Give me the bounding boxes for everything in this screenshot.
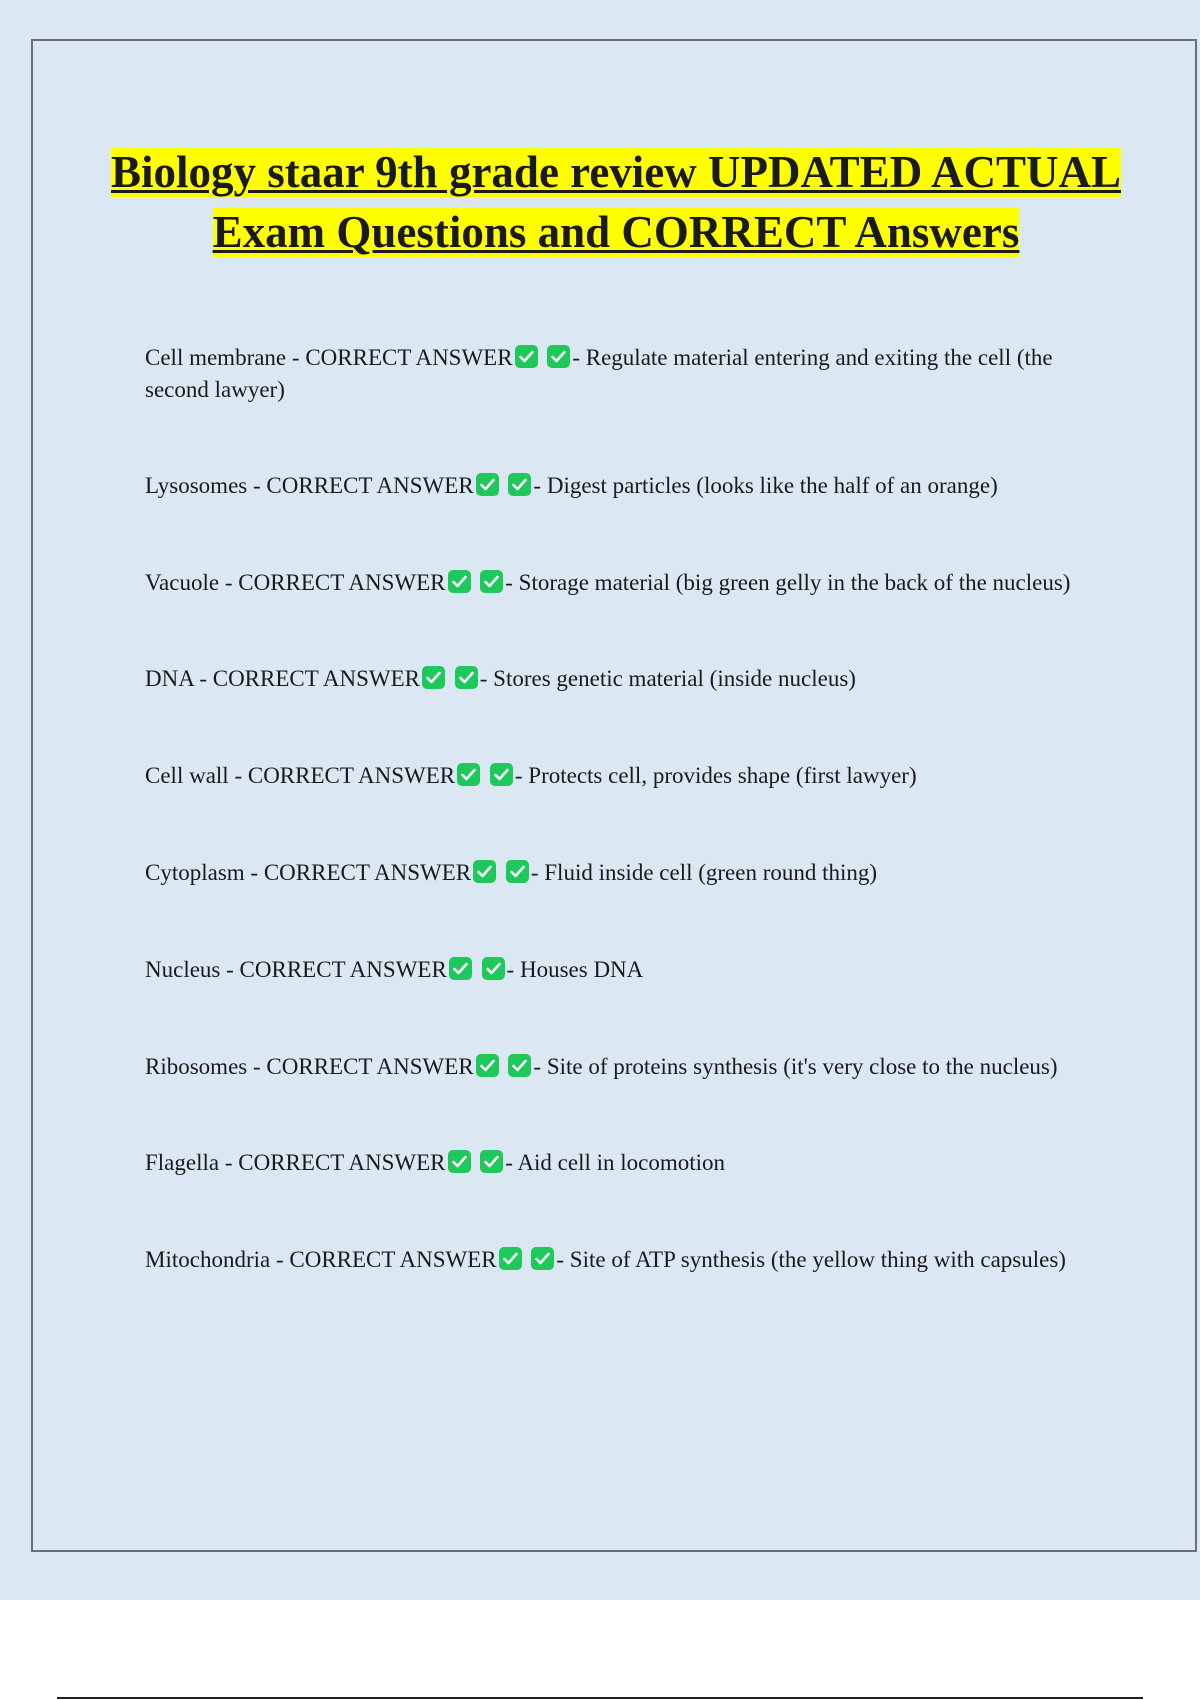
check-mark-icon [473,860,496,883]
check-mark-icon [480,1150,503,1173]
check-mark-icon [448,1150,471,1173]
qa-item-2: Lysosomes - CORRECT ANSWER - Digest particles (looks like the half of an orange) [145,473,998,498]
qa-answer: Site of ATP synthesis (the yellow thing with capsules) [569,1247,1066,1272]
qa-answer-marker: CORRECT ANSWER [266,473,474,498]
qa-answer-marker: CORRECT ANSWER [212,666,420,691]
check-mark-icon [515,345,538,368]
document-title [110,142,1122,262]
check-mark-icon [531,1247,554,1270]
qa-answer-marker: CORRECT ANSWER [266,1054,474,1079]
qa-term: Lysosomes [145,473,248,498]
qa-answer: Site of proteins synthesis (it's very close to the nucleus) [546,1054,1058,1079]
check-mark-icon [448,570,471,593]
footer-rule [57,1697,1143,1699]
qa-term: Cell wall [145,763,229,788]
qa-item-4: DNA - CORRECT ANSWER - Stores genetic material (inside nucleus) [145,666,856,691]
check-mark-icon [457,763,480,786]
qa-answer: Regulate material entering and exiting the cell (the second lawyer) [145,345,1053,402]
check-mark-icon [547,345,570,368]
qa-term: Cell membrane [145,345,287,370]
qa-term: Ribosomes [145,1054,248,1079]
qa-term: DNA [145,666,194,691]
check-mark-icon [508,473,531,496]
qa-answer-marker: CORRECT ANSWER [305,345,513,370]
check-mark-icon [490,763,513,786]
qa-list [145,342,1085,1340]
qa-term: Flagella [145,1150,220,1175]
qa-answer-marker: CORRECT ANSWER [238,1150,446,1175]
qa-answer: Stores genetic material (inside nucleus) [493,666,856,691]
qa-item-1: Cell membrane - CORRECT ANSWER - Regulate material entering and exiting the cell (the second lawyer) [145,345,1053,402]
qa-item-6: Cytoplasm - CORRECT ANSWER - Fluid inside cell (green round thing) [145,860,878,885]
check-mark-icon [449,957,472,980]
title-highlight: Biology staar 9th grade review UPDATED ACTUAL Exam Questions and CORRECT Answers [111,147,1121,257]
qa-answer-marker: CORRECT ANSWER [289,1247,497,1272]
check-mark-icon [476,1054,499,1077]
check-mark-icon [499,1247,522,1270]
check-mark-icon [508,1054,531,1077]
qa-answer-marker: CORRECT ANSWER [238,570,446,595]
qa-answer-marker: CORRECT ANSWER [239,957,447,982]
qa-answer: Houses DNA [519,957,644,982]
qa-answer: Digest particles (looks like the half of an orange) [546,473,998,498]
check-mark-icon [506,860,529,883]
check-mark-icon [422,666,445,689]
qa-term: Cytoplasm [145,860,245,885]
qa-term: Mitochondria [145,1247,271,1272]
qa-answer: Aid cell in locomotion [517,1150,726,1175]
qa-answer-marker: CORRECT ANSWER [247,763,456,788]
qa-term: Nucleus [145,957,221,982]
check-mark-icon [455,666,478,689]
qa-answer: Protects cell, provides shape (first lawyer) [528,763,917,788]
check-mark-icon [476,473,499,496]
qa-item-7: Nucleus - CORRECT ANSWER - Houses DNA [145,957,644,982]
check-mark-icon [482,957,505,980]
qa-item-8: Ribosomes - CORRECT ANSWER - Site of proteins synthesis (it's very close to the nucleus) [145,1054,1058,1079]
qa-item-5: Cell wall - CORRECT ANSWER - Protects cell, provides shape (first lawyer) [145,763,917,788]
qa-item-10: Mitochondria - CORRECT ANSWER - Site of ATP synthesis (the yellow thing with capsules) [145,1247,1066,1272]
qa-answer: Storage material (big green gelly in the back of the nucleus) [518,570,1071,595]
qa-item-9: Flagella - CORRECT ANSWER - Aid cell in locomotion [145,1150,726,1175]
check-mark-icon [480,570,503,593]
qa-term: Vacuole [145,570,220,595]
qa-answer: Fluid inside cell (green round thing) [544,860,878,885]
qa-item-3: Vacuole - CORRECT ANSWER - Storage material (big green gelly in the back of the nucleus) [145,570,1071,595]
qa-answer-marker: CORRECT ANSWER [263,860,472,885]
